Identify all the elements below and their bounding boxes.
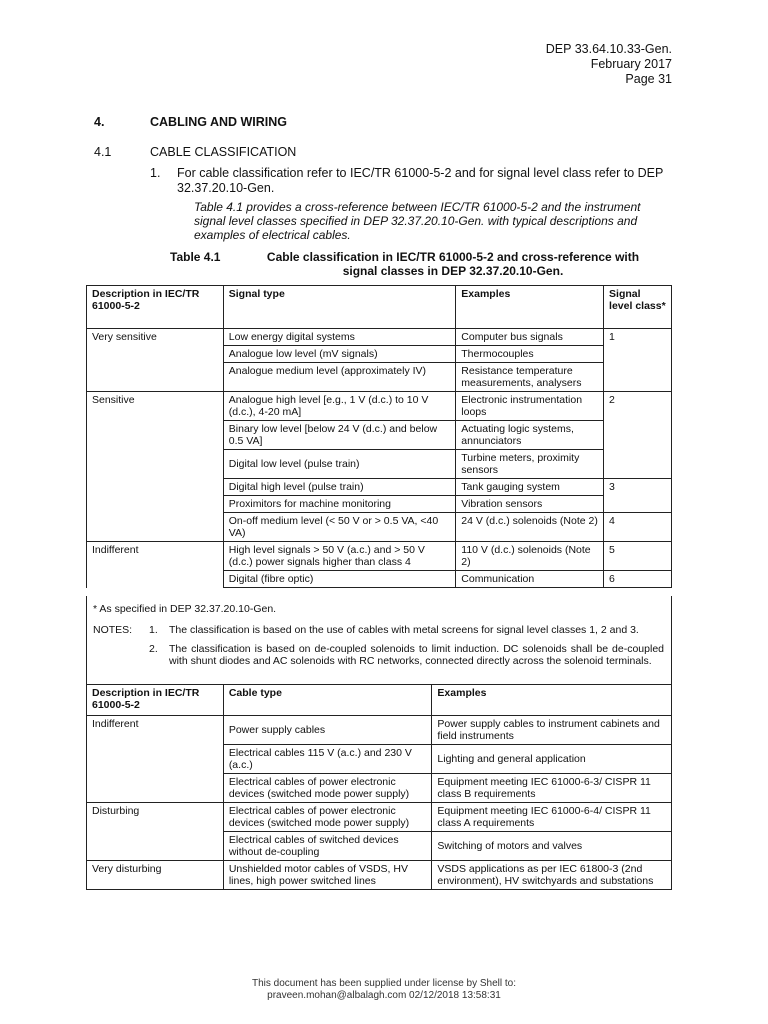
license-footer <box>0 978 768 1002</box>
signal-type-cell: Digital low level (pulse train) <box>223 450 456 479</box>
class-cell: 5 <box>604 542 672 571</box>
table-notes <box>86 596 672 684</box>
cable-type-cell: Electrical cables of switched devices without de-coupling <box>223 832 432 861</box>
group-cell: Indifferent <box>87 716 224 803</box>
cable-type-cell: Electrical cables 115 V (a.c.) and 230 V (a.c.) <box>223 745 432 774</box>
class-cell: 1 <box>604 329 672 392</box>
example-cell: VSDS applications as per IEC 61800-3 (2nd environment), HV switchyards and substations <box>432 861 672 890</box>
example-cell: Equipment meeting IEC 61000-6-3/ CISPR 11 class B requirements <box>432 774 672 803</box>
cable-type-cell: Unshielded motor cables of VSDS, HV lines, high power switched lines <box>223 861 432 890</box>
list-item-1 <box>150 166 675 196</box>
group-cell: Indifferent <box>87 542 224 588</box>
cable-type-cell: Electrical cables of power electronic devices (switched mode power supply) <box>223 774 432 803</box>
section-number: 4. <box>94 115 105 129</box>
page-number: Page 31 <box>625 72 672 86</box>
example-cell: Electronic instrumentation loops <box>456 392 604 421</box>
table-caption-text: Cable classification in IEC/TR 61000-5-2 and cross-reference with signal classes in DEP 32.37.20.10-Gen. <box>266 250 640 278</box>
signal-type-cell: Binary low level [below 24 V (d.c.) and below 0.5 VA] <box>223 421 456 450</box>
signal-type-cell: Digital high level (pulse train) <box>223 479 456 496</box>
signal-type-cell: Digital (fibre optic) <box>223 571 456 588</box>
column-header: Signal level class* <box>604 286 672 329</box>
table-row <box>87 542 672 571</box>
signal-classification-table <box>86 285 672 588</box>
document-id: DEP 33.64.10.33-Gen. <box>545 42 672 56</box>
section-title: CABLING AND WIRING <box>150 115 288 129</box>
list-item-number: 1. <box>150 166 161 180</box>
example-cell: Computer bus signals <box>456 329 604 346</box>
signal-type-cell: Low energy digital systems <box>223 329 456 346</box>
footer-line-2: praveen.mohan@albalagh.com 02/12/2018 13:58:31 <box>267 990 501 1001</box>
column-header: Description in IEC/TR 61000-5-2 <box>87 286 224 329</box>
note-item <box>149 624 664 636</box>
group-cell: Disturbing <box>87 803 224 861</box>
example-cell: Lighting and general application <box>432 745 672 774</box>
group-cell: Very disturbing <box>87 861 224 890</box>
table-header-row <box>87 685 672 716</box>
class-cell: 6 <box>604 571 672 588</box>
section-heading <box>94 115 287 129</box>
example-cell: Switching of motors and valves <box>432 832 672 861</box>
note-item <box>149 643 664 667</box>
column-header: Examples <box>456 286 604 329</box>
cable-type-cell: Power supply cables <box>223 716 432 745</box>
column-header: Cable type <box>223 685 432 716</box>
example-cell: Equipment meeting IEC 61000-6-4/ CISPR 11 class A requirements <box>432 803 672 832</box>
column-header: Signal type <box>223 286 456 329</box>
class-cell: 3 <box>604 479 672 513</box>
example-cell: 24 V (d.c.) solenoids (Note 2) <box>456 513 604 542</box>
example-cell: Tank gauging system <box>456 479 604 496</box>
footnote: * As specified in DEP 32.37.20.10-Gen. <box>93 603 277 615</box>
table-caption-label: Table 4.1 <box>170 250 221 264</box>
note-text: The classification is based on the use of cables with metal screens for signal level classes 1, 2 and 3. <box>169 624 639 636</box>
signal-type-cell: Proximitors for machine monitoring <box>223 496 456 513</box>
note-text: The classification is based on de-coupled solenoids to limit induction. DC solenoids shall be de-coupled with shunt diodes and AC solenoids with RC networks, connected directly across the solenoid terminals. <box>169 643 664 667</box>
table-row <box>87 803 672 832</box>
example-cell: Actuating logic systems, annunciators <box>456 421 604 450</box>
signal-type-cell: Analogue high level [e.g., 1 V (d.c.) to 10 V (d.c.), 4-20 mA] <box>223 392 456 421</box>
group-cell: Very sensitive <box>87 329 224 392</box>
table-header-row <box>87 286 672 329</box>
example-cell: Resistance temperature measurements, analysers <box>456 363 604 392</box>
page-header <box>546 42 672 87</box>
subsection-number: 4.1 <box>94 145 112 159</box>
example-cell: Turbine meters, proximity sensors <box>456 450 604 479</box>
table-row <box>87 861 672 890</box>
signal-type-cell: High level signals > 50 V (a.c.) and > 50 V (d.c.) power signals higher than class 4 <box>223 542 456 571</box>
example-cell: Power supply cables to instrument cabinets and field instruments <box>432 716 672 745</box>
example-cell: Thermocouples <box>456 346 604 363</box>
signal-type-cell: Analogue low level (mV signals) <box>223 346 456 363</box>
subsection-heading <box>94 145 296 159</box>
group-cell: Sensitive <box>87 392 224 542</box>
list-item-text: For cable classification refer to IEC/TR 61000-5-2 and for signal level class refer to DEP 32.37.20.10-Gen. <box>177 166 664 195</box>
table-caption <box>170 250 670 278</box>
cable-classification-table <box>86 684 672 890</box>
class-cell: 4 <box>604 513 672 542</box>
example-cell: 110 V (d.c.) solenoids (Note 2) <box>456 542 604 571</box>
table-row <box>87 716 672 745</box>
note-number: 2. <box>149 643 158 655</box>
example-cell: Vibration sensors <box>456 496 604 513</box>
table-intro-paragraph: Table 4.1 provides a cross-reference between IEC/TR 61000-5-2 and the instrument signal level classes specified in DEP 32.37.20.10-Gen. with typical descriptions and examples of electrical cables. <box>194 200 641 242</box>
cable-type-cell: Electrical cables of power electronic devices (switched mode power supply) <box>223 803 432 832</box>
column-header: Examples <box>432 685 672 716</box>
signal-type-cell: On-off medium level (< 50 V or > 0.5 VA, <40 VA) <box>223 513 456 542</box>
table-row <box>87 329 672 346</box>
footer-line-1: This document has been supplied under license by Shell to: <box>251 978 517 989</box>
signal-type-cell: Analogue medium level (approximately IV) <box>223 363 456 392</box>
class-cell: 2 <box>604 392 672 479</box>
column-header: Description in IEC/TR 61000-5-2 <box>87 685 224 716</box>
example-cell: Communication <box>456 571 604 588</box>
note-number: 1. <box>149 624 158 636</box>
notes-label: NOTES: <box>93 624 133 636</box>
subsection-title: CABLE CLASSIFICATION <box>150 145 297 159</box>
document-date: February 2017 <box>590 57 672 71</box>
table-row <box>87 392 672 421</box>
